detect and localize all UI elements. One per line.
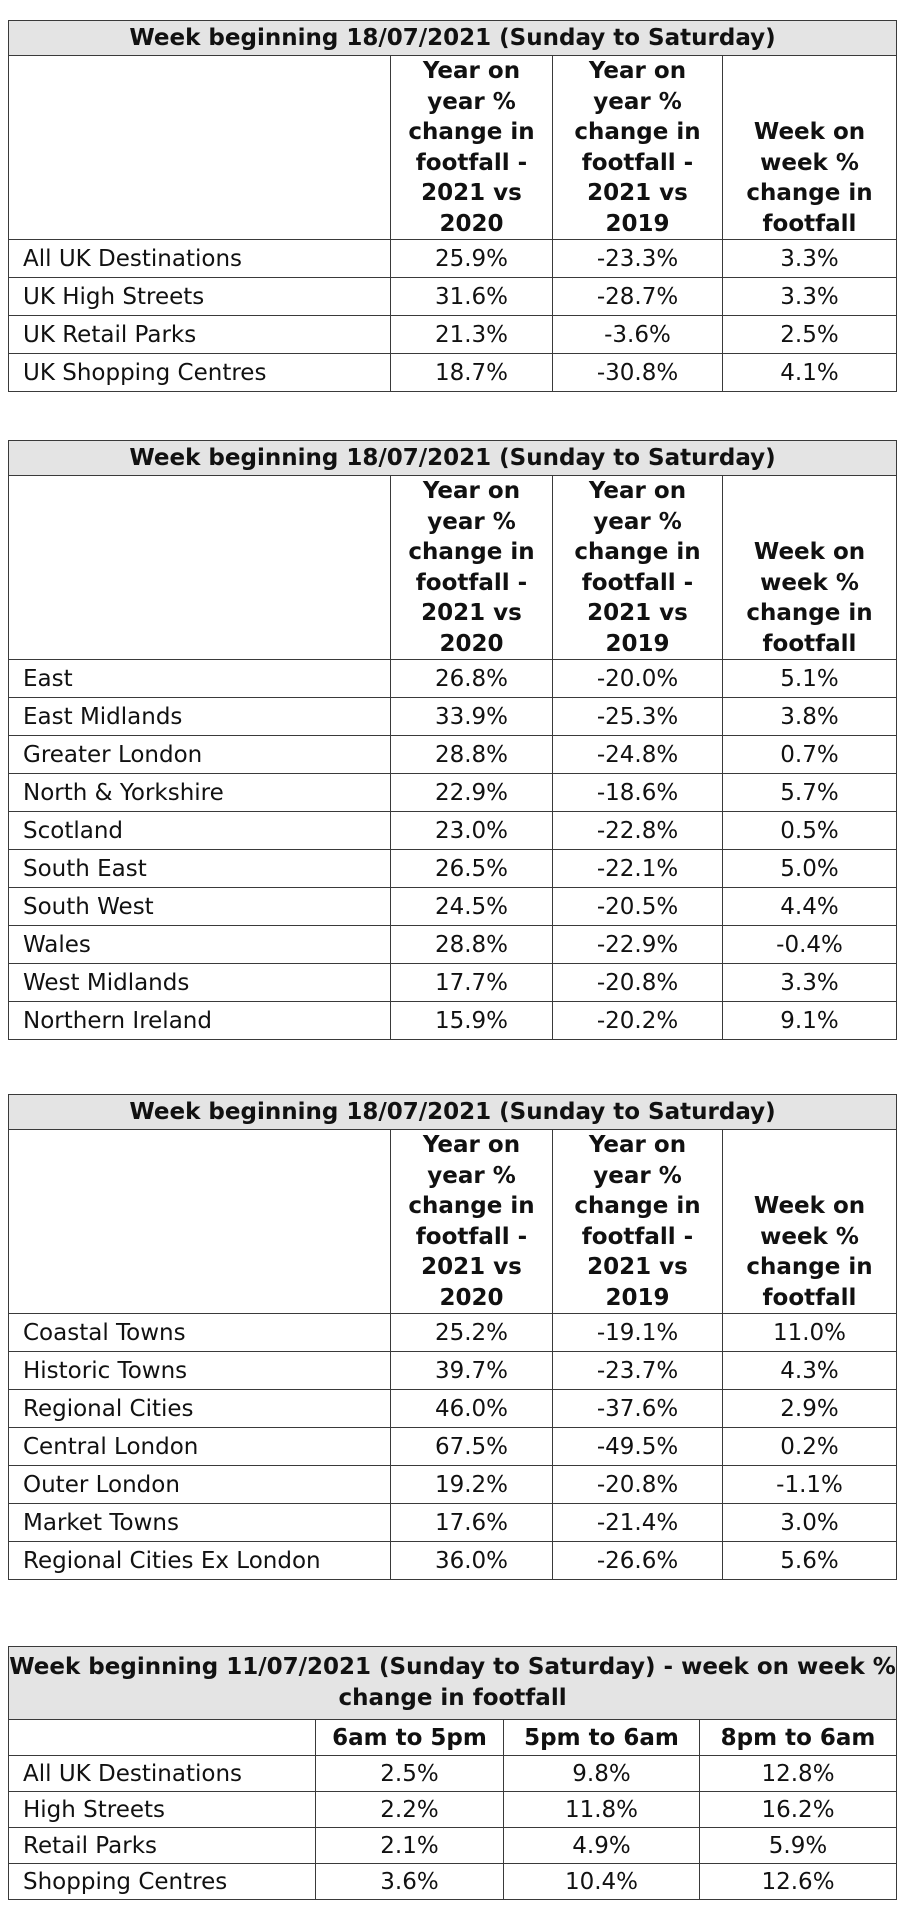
- cell-value: 3.0%: [723, 1504, 897, 1542]
- cell-value: 3.3%: [723, 278, 897, 316]
- cell-value: -30.8%: [553, 354, 723, 392]
- cell-value: 11.0%: [723, 1314, 897, 1352]
- table-row: [9, 698, 897, 736]
- cell-value: 16.2%: [700, 1792, 897, 1828]
- table-row: [9, 1828, 897, 1864]
- cell-value: 0.2%: [723, 1428, 897, 1466]
- row-label: Wales: [9, 926, 391, 964]
- cell-value: 0.5%: [723, 812, 897, 850]
- cell-value: 17.7%: [391, 964, 553, 1002]
- column-header-wow: Week on week % change in footfall: [723, 476, 897, 660]
- table-row: [9, 1352, 897, 1390]
- cell-value: 24.5%: [391, 888, 553, 926]
- cell-value: -26.6%: [553, 1542, 723, 1580]
- cell-value: -22.9%: [553, 926, 723, 964]
- table-row: [9, 774, 897, 812]
- row-label: Shopping Centres: [9, 1864, 316, 1900]
- cell-value: 25.2%: [391, 1314, 553, 1352]
- cell-value: -25.3%: [553, 698, 723, 736]
- cell-value: 17.6%: [391, 1504, 553, 1542]
- table-row: [9, 354, 897, 392]
- cell-value: 3.3%: [723, 964, 897, 1002]
- table-row: [9, 278, 897, 316]
- table-title: Week beginning 18/07/2021 (Sunday to Saturday): [9, 21, 897, 56]
- cell-value: -20.8%: [553, 964, 723, 1002]
- cell-value: 4.1%: [723, 354, 897, 392]
- table-row: [9, 1864, 897, 1900]
- table-row: [9, 1002, 897, 1040]
- cell-value: 11.8%: [504, 1792, 700, 1828]
- table-row: [9, 316, 897, 354]
- row-label: All UK Destinations: [9, 1756, 316, 1792]
- uk-destinations-table: [8, 20, 897, 392]
- table-row: [9, 660, 897, 698]
- blank-header-cell: [9, 1720, 316, 1756]
- column-header-yoy-2020: Year on year % change in footfall - 2021 vs 2020: [391, 1130, 553, 1314]
- cell-value: -20.5%: [553, 888, 723, 926]
- table-row: [9, 736, 897, 774]
- cell-value: -20.8%: [553, 1466, 723, 1504]
- row-label: East Midlands: [9, 698, 391, 736]
- cell-value: 9.1%: [723, 1002, 897, 1040]
- cell-value: 2.2%: [316, 1792, 504, 1828]
- cell-value: 36.0%: [391, 1542, 553, 1580]
- cell-value: 2.5%: [316, 1756, 504, 1792]
- regions-table: [8, 440, 897, 1040]
- cell-value: 2.1%: [316, 1828, 504, 1864]
- table-row: [9, 1792, 897, 1828]
- cell-value: -37.6%: [553, 1390, 723, 1428]
- cell-value: 5.1%: [723, 660, 897, 698]
- blank-header-cell: [9, 476, 391, 660]
- table-title: Week beginning 18/07/2021 (Sunday to Saturday): [9, 1095, 897, 1130]
- table-row: [9, 1542, 897, 1580]
- cell-value: -19.1%: [553, 1314, 723, 1352]
- cell-value: 28.8%: [391, 736, 553, 774]
- row-label: Market Towns: [9, 1504, 391, 1542]
- column-header-yoy-2020: Year on year % change in footfall - 2021 vs 2020: [391, 476, 553, 660]
- cell-value: -21.4%: [553, 1504, 723, 1542]
- town-types-table: [8, 1094, 897, 1580]
- cell-value: 39.7%: [391, 1352, 553, 1390]
- row-label: UK Shopping Centres: [9, 354, 391, 392]
- cell-value: 18.7%: [391, 354, 553, 392]
- cell-value: 46.0%: [391, 1390, 553, 1428]
- cell-value: -22.1%: [553, 850, 723, 888]
- cell-value: 5.7%: [723, 774, 897, 812]
- table-row: [9, 240, 897, 278]
- blank-header-cell: [9, 56, 391, 240]
- cell-value: -28.7%: [553, 278, 723, 316]
- cell-value: -22.8%: [553, 812, 723, 850]
- cell-value: 10.4%: [504, 1864, 700, 1900]
- column-header-yoy-2020: Year on year % change in footfall - 2021 vs 2020: [391, 56, 553, 240]
- cell-value: 12.6%: [700, 1864, 897, 1900]
- cell-value: -23.3%: [553, 240, 723, 278]
- column-header-8pm-6am: 8pm to 6am: [700, 1720, 897, 1756]
- row-label: Greater London: [9, 736, 391, 774]
- cell-value: 5.6%: [723, 1542, 897, 1580]
- cell-value: -20.0%: [553, 660, 723, 698]
- row-label: Scotland: [9, 812, 391, 850]
- cell-value: -20.2%: [553, 1002, 723, 1040]
- cell-value: 5.0%: [723, 850, 897, 888]
- cell-value: 5.9%: [700, 1828, 897, 1864]
- cell-value: 9.8%: [504, 1756, 700, 1792]
- cell-value: 26.8%: [391, 660, 553, 698]
- row-label: Northern Ireland: [9, 1002, 391, 1040]
- cell-value: 12.8%: [700, 1756, 897, 1792]
- column-header-yoy-2019: Year on year % change in footfall - 2021 vs 2019: [553, 1130, 723, 1314]
- cell-value: 4.4%: [723, 888, 897, 926]
- table-row: [9, 812, 897, 850]
- row-label: Historic Towns: [9, 1352, 391, 1390]
- cell-value: 15.9%: [391, 1002, 553, 1040]
- row-label: North & Yorkshire: [9, 774, 391, 812]
- row-label: Outer London: [9, 1466, 391, 1504]
- cell-value: -3.6%: [553, 316, 723, 354]
- table-title: Week beginning 11/07/2021 (Sunday to Saturday) - week on week % change in footfall: [9, 1647, 897, 1720]
- row-label: West Midlands: [9, 964, 391, 1002]
- blank-header-cell: [9, 1130, 391, 1314]
- row-label: UK High Streets: [9, 278, 391, 316]
- cell-value: -49.5%: [553, 1428, 723, 1466]
- cell-value: 21.3%: [391, 316, 553, 354]
- cell-value: 3.3%: [723, 240, 897, 278]
- cell-value: 25.9%: [391, 240, 553, 278]
- time-of-day-table: [8, 1646, 897, 1900]
- column-header-5pm-6am: 5pm to 6am: [504, 1720, 700, 1756]
- cell-value: 23.0%: [391, 812, 553, 850]
- row-label: Coastal Towns: [9, 1314, 391, 1352]
- table-row: [9, 926, 897, 964]
- cell-value: -0.4%: [723, 926, 897, 964]
- cell-value: 22.9%: [391, 774, 553, 812]
- row-label: All UK Destinations: [9, 240, 391, 278]
- cell-value: 4.9%: [504, 1828, 700, 1864]
- cell-value: -18.6%: [553, 774, 723, 812]
- row-label: South West: [9, 888, 391, 926]
- row-label: Regional Cities: [9, 1390, 391, 1428]
- cell-value: 67.5%: [391, 1428, 553, 1466]
- cell-value: -24.8%: [553, 736, 723, 774]
- table-row: [9, 1428, 897, 1466]
- cell-value: 3.6%: [316, 1864, 504, 1900]
- cell-value: 33.9%: [391, 698, 553, 736]
- table-row: [9, 964, 897, 1002]
- row-label: High Streets: [9, 1792, 316, 1828]
- table-row: [9, 1756, 897, 1792]
- row-label: Regional Cities Ex London: [9, 1542, 391, 1580]
- row-label: UK Retail Parks: [9, 316, 391, 354]
- table-title: Week beginning 18/07/2021 (Sunday to Saturday): [9, 441, 897, 476]
- row-label: South East: [9, 850, 391, 888]
- row-label: Retail Parks: [9, 1828, 316, 1864]
- cell-value: 31.6%: [391, 278, 553, 316]
- cell-value: 26.5%: [391, 850, 553, 888]
- cell-value: 19.2%: [391, 1466, 553, 1504]
- cell-value: 0.7%: [723, 736, 897, 774]
- column-header-yoy-2019: Year on year % change in footfall - 2021 vs 2019: [553, 476, 723, 660]
- column-header-yoy-2019: Year on year % change in footfall - 2021 vs 2019: [553, 56, 723, 240]
- cell-value: 28.8%: [391, 926, 553, 964]
- cell-value: 4.3%: [723, 1352, 897, 1390]
- table-row: [9, 1504, 897, 1542]
- table-row: [9, 1466, 897, 1504]
- cell-value: -1.1%: [723, 1466, 897, 1504]
- cell-value: 2.9%: [723, 1390, 897, 1428]
- table-row: [9, 1390, 897, 1428]
- column-header-6am-5pm: 6am to 5pm: [316, 1720, 504, 1756]
- table-row: [9, 1314, 897, 1352]
- cell-value: 2.5%: [723, 316, 897, 354]
- column-header-wow: Week on week % change in footfall: [723, 1130, 897, 1314]
- cell-value: -23.7%: [553, 1352, 723, 1390]
- row-label: East: [9, 660, 391, 698]
- column-header-wow: Week on week % change in footfall: [723, 56, 897, 240]
- cell-value: 3.8%: [723, 698, 897, 736]
- table-row: [9, 888, 897, 926]
- table-row: [9, 850, 897, 888]
- row-label: Central London: [9, 1428, 391, 1466]
